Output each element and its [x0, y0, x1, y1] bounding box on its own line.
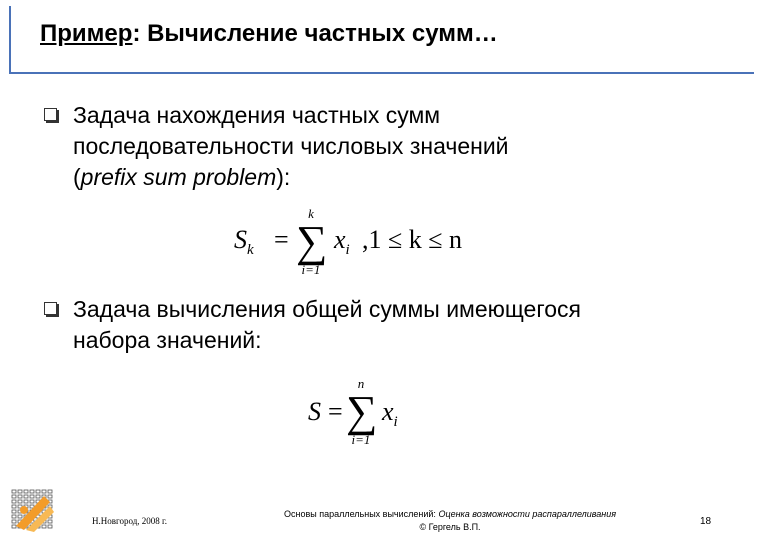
- footer-course-line: [240, 508, 660, 521]
- formula-total-sum: [308, 375, 428, 450]
- bullet-line: Задача вычисления общей суммы имеющегося: [73, 296, 581, 322]
- sigma-symbol: [346, 377, 376, 447]
- formula-partial-sum: [232, 207, 462, 277]
- formula-equals: =: [274, 225, 289, 254]
- sigma-symbol: [296, 207, 326, 277]
- footer-course-info: [240, 508, 660, 534]
- paren-close: ):: [276, 164, 291, 190]
- sigma-sign: ∑: [296, 217, 328, 266]
- bullet-line: Задача нахождения частных сумм: [73, 102, 441, 128]
- page-number: 18: [700, 516, 712, 527]
- formula-lhs: S: [308, 397, 321, 426]
- slide-title: [40, 20, 498, 48]
- sigma-sign: ∑: [346, 387, 378, 436]
- slide-title-rest: : Вычисление частных сумм…: [132, 20, 498, 47]
- bullet-total-sum: [44, 294, 744, 356]
- title-frame-left: [9, 6, 11, 74]
- checkbox-bullet-icon: [44, 108, 57, 121]
- bullet-line: [73, 162, 744, 193]
- bullet-line: набора значений:: [73, 327, 262, 353]
- footer-course-name: Основы параллельных вычислений:: [283, 509, 439, 519]
- formula-condition: ,1 ≤ k ≤ n: [362, 225, 463, 254]
- slide-title-keyword: Пример: [40, 20, 133, 47]
- footer-topic: Оценка возможности распараллеливания: [438, 509, 617, 519]
- paren-open: (: [73, 164, 81, 190]
- sigma-lower-limit: i=1: [301, 262, 321, 277]
- sigma-upper-limit: k: [308, 206, 314, 221]
- formula-term: $x_i$: [382, 397, 398, 431]
- formula-term: $x_i$: [334, 225, 350, 259]
- sigma-upper-limit: n: [357, 376, 365, 391]
- english-term: prefix sum problem: [80, 164, 277, 190]
- footer-author: © Гергель В.П.: [419, 522, 481, 532]
- unn-logo-icon: [10, 488, 58, 534]
- bullet-text: [73, 294, 744, 356]
- footer-location-date: Н.Новгород, 2008 г.: [92, 516, 167, 526]
- checkbox-bullet-icon: [44, 302, 57, 315]
- formula-lhs: $S_k$: [234, 225, 254, 259]
- formula-equals: =: [328, 397, 343, 426]
- title-frame-bottom: [9, 72, 754, 74]
- sigma-lower-limit: i=1: [351, 432, 371, 447]
- bullet-line: последовательности числовых значений: [73, 133, 509, 159]
- bullet-text: [73, 100, 744, 193]
- bullet-prefix-sum: [44, 100, 744, 193]
